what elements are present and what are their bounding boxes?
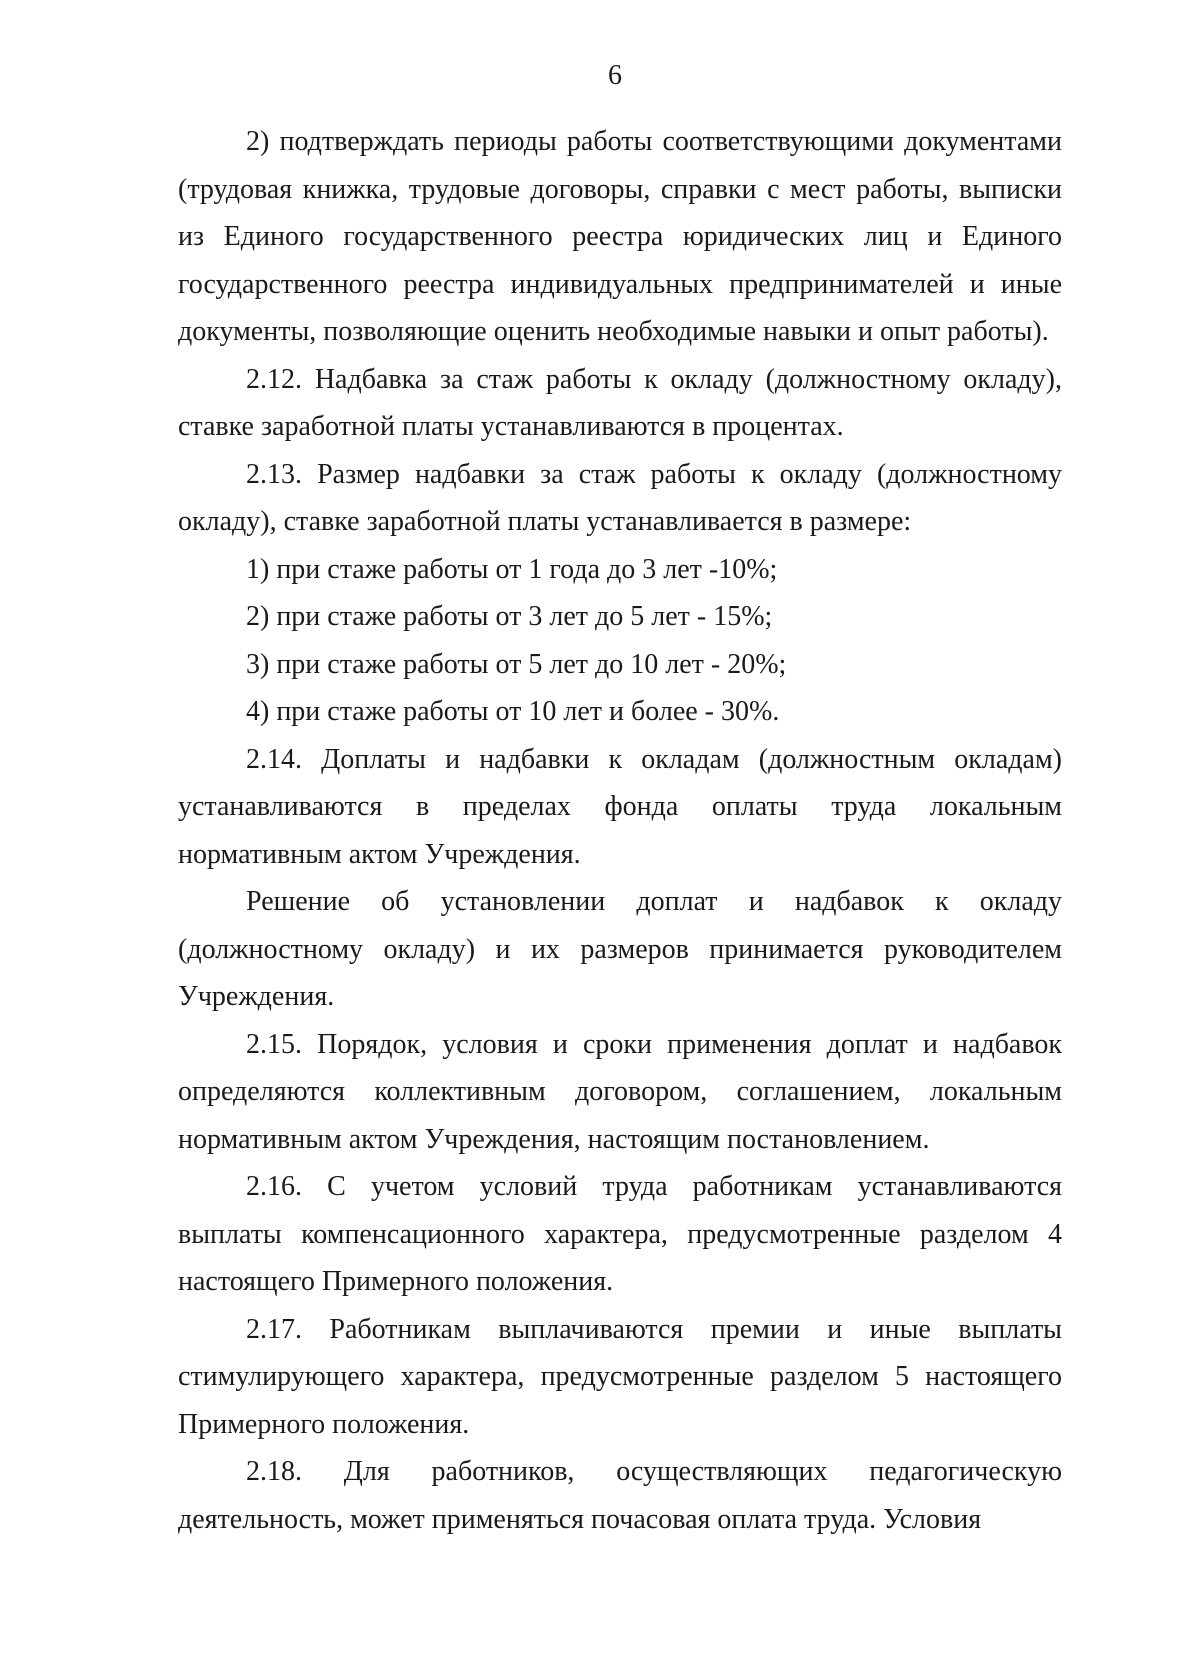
paragraph-2-12: 2.12. Надбавка за стаж работы к окладу (должностному окладу), ставке заработной платы устанавливаются в процентах. (178, 363, 1062, 442)
paragraph-2-15: 2.15. Порядок, условия и сроки применения доплат и надбавок определяются коллективным договором, соглашением, локальным нормативным актом Учреждения, настоящим постановлением. (178, 1028, 1062, 1155)
document-body (178, 118, 1062, 1543)
list-item-2: 2) при стаже работы от 3 лет до 5 лет - 15%; (246, 601, 773, 632)
list-item-3: 3) при стаже работы от 5 лет до 10 лет - 20%; (246, 648, 787, 680)
paragraph-2-17: 2.17. Работникам выплачиваются премии и иные выплаты стимулирующего характера, предусмотренные разделом 5 настоящего Примерного положения. (178, 1313, 1062, 1440)
paragraph-2-13: 2.13. Размер надбавки за стаж работы к окладу (должностному окладу), ставке заработной платы устанавливается в размере: (178, 458, 1062, 537)
paragraph-2-16: 2.16. С учетом условий труда работникам устанавливаются выплаты компенсационного характера, предусмотренные разделом 4 настоящего Примерного положения. (178, 1171, 1062, 1297)
paragraph-decision: Решение об установлении доплат и надбавок к окладу (должностному окладу) и их размеров принимается руководителем Учреждения. (178, 886, 1062, 1012)
paragraph-2-14: 2.14. Доплаты и надбавки к окладам (должностным окладам) устанавливаются в пределах фонда оплаты труда локальным нормативным актом Учреждения. (178, 743, 1062, 870)
paragraph-2-18: 2.18. Для работников, осуществляющих педагогическую деятельность, может применяться почасовая оплата труда. Условия (178, 1456, 1062, 1535)
list-item-1: 1) при стаже работы от 1 года до 3 лет -10%; (246, 553, 778, 585)
list-item-4: 4) при стаже работы от 10 лет и более - 30%. (246, 696, 780, 727)
paragraph-work-periods: 2) подтверждать периоды работы соответствующими документами (трудовая книжка, трудовые договоры, справки с мест работы, выписки из Единого государственного реестра юридических лиц и Единого государственного реестра индивидуальных предпринимателей и иные документы, позволяющие оценить необходимые навыки и опыт работы). (178, 126, 1062, 347)
page-number: 6 (608, 60, 622, 91)
